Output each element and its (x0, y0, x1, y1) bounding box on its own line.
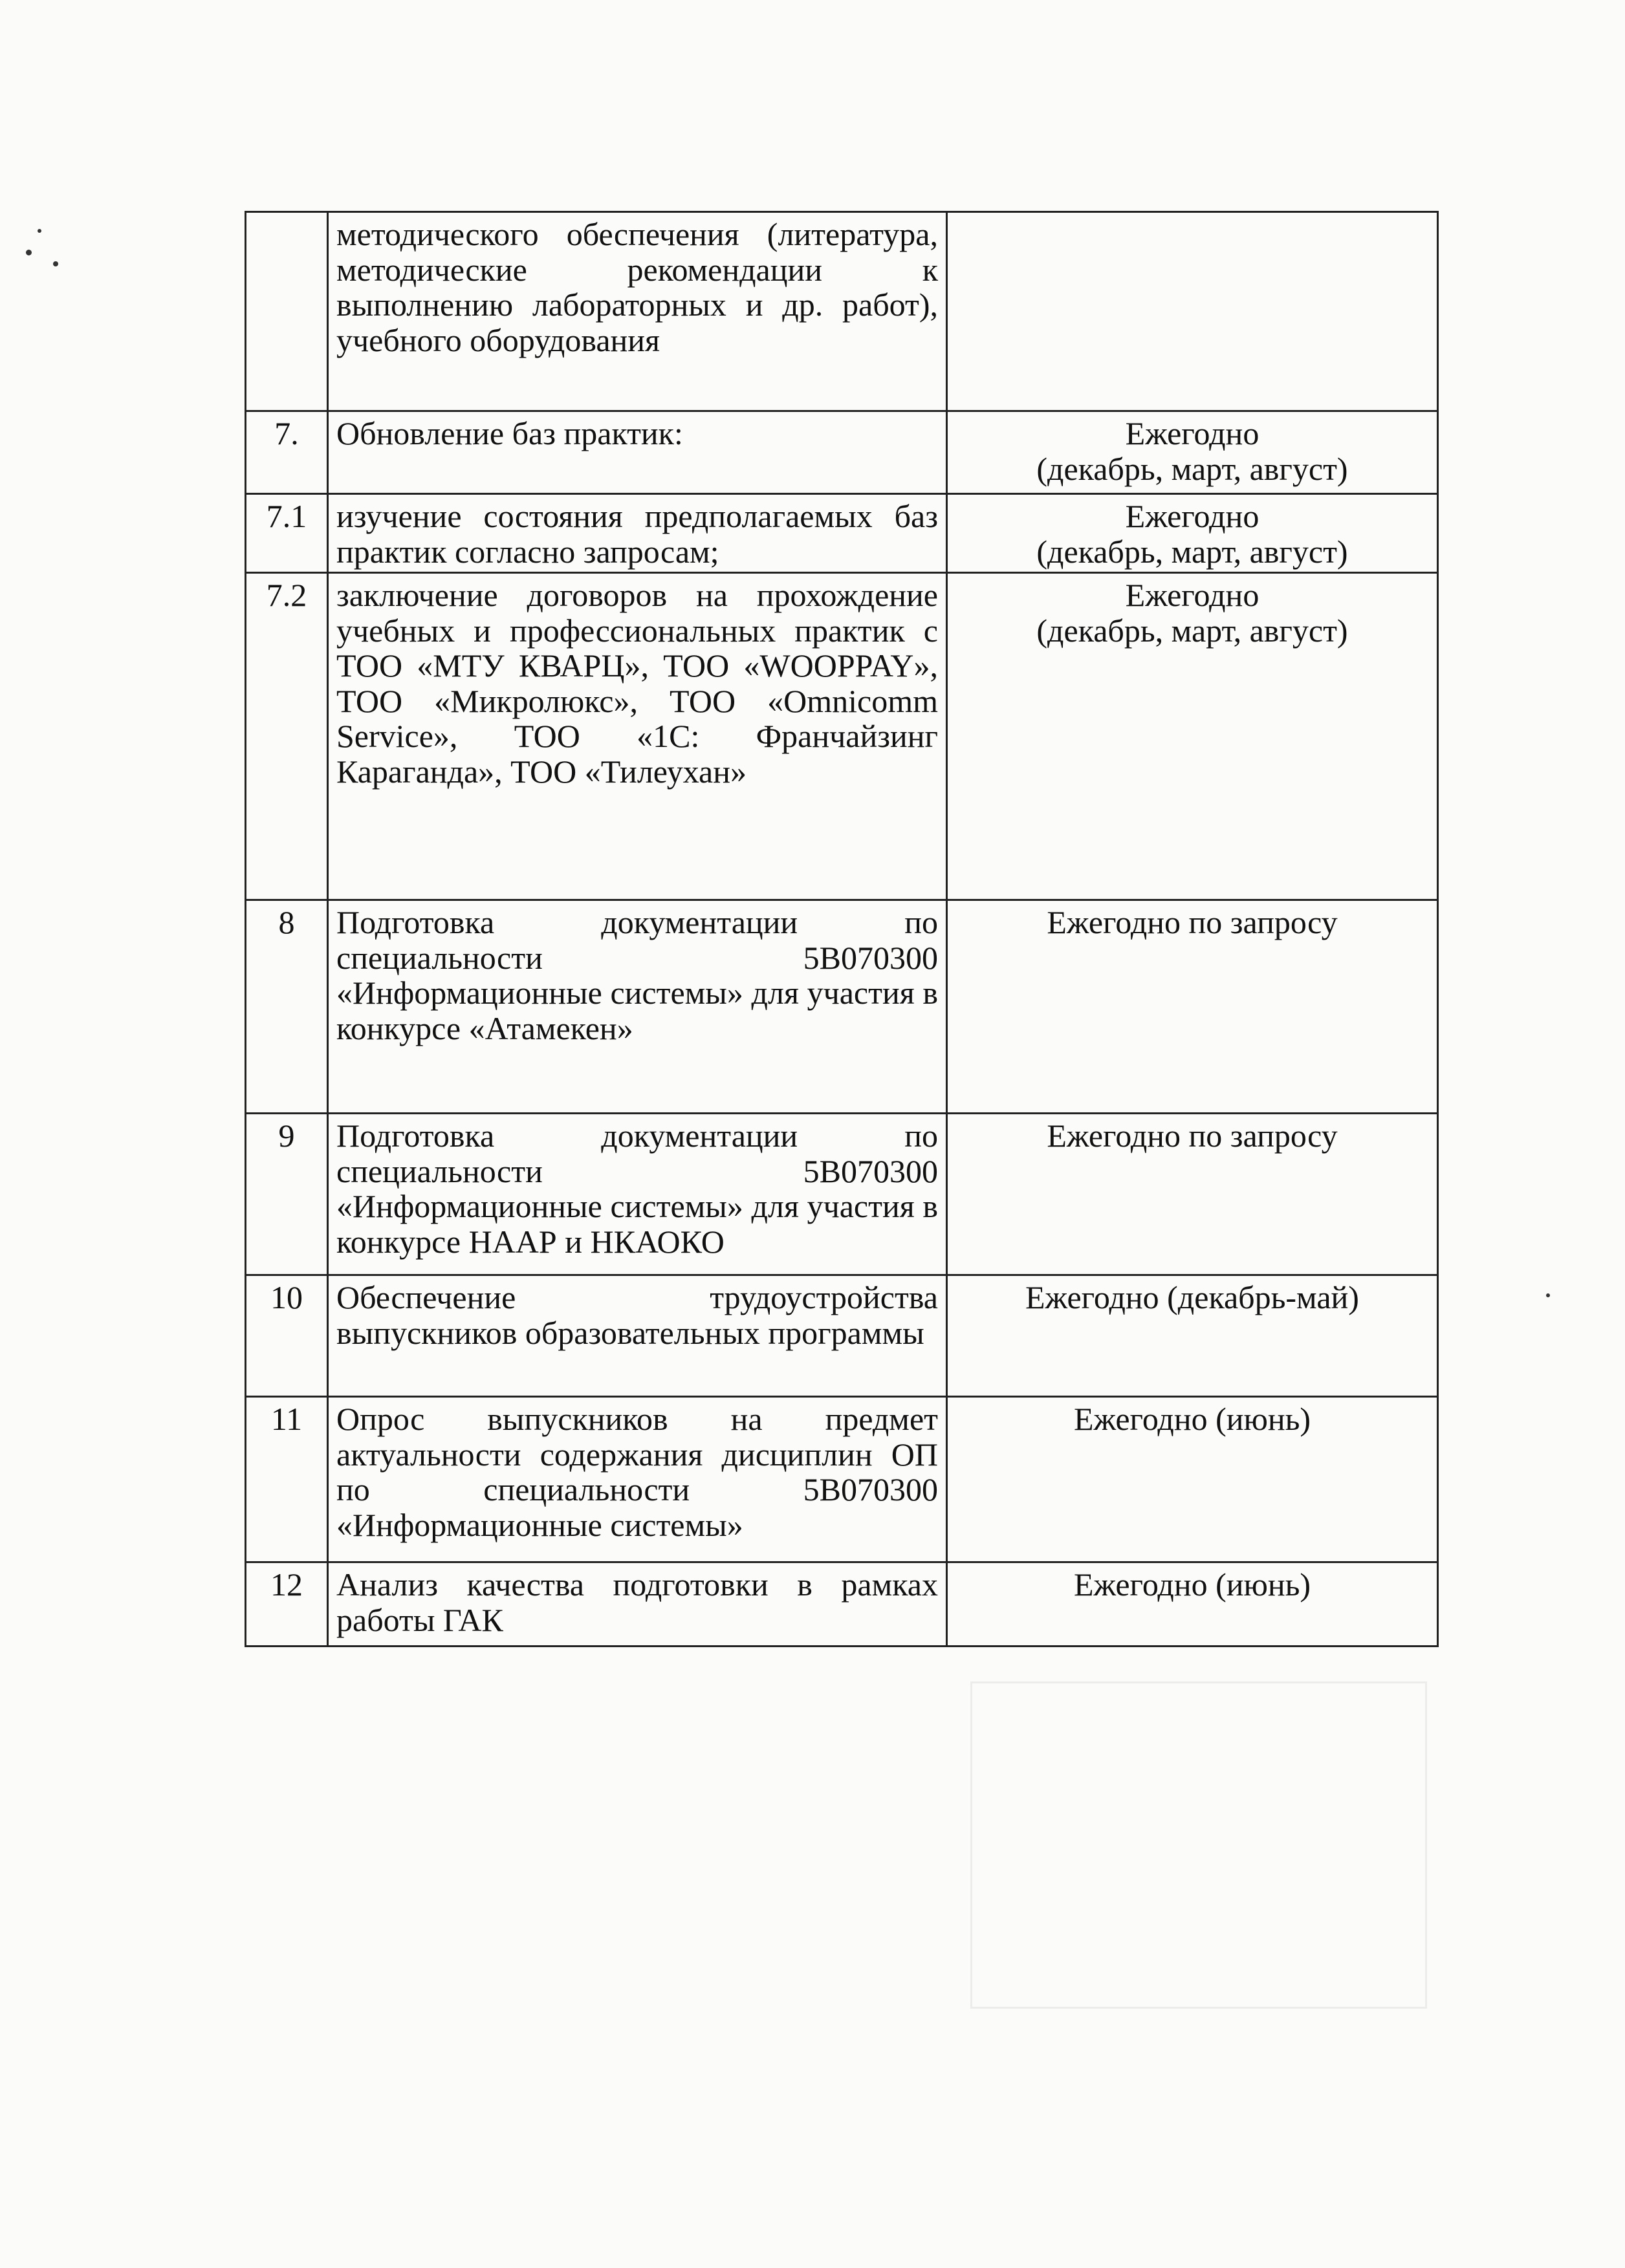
row-term: Ежегодно (июнь) (947, 1562, 1438, 1647)
table-row (246, 411, 1438, 494)
row-term: Ежегодно (декабрь-май) (947, 1275, 1438, 1397)
row-number: 7.1 (246, 494, 328, 573)
row-description: изучение состояния предполагаемых баз практик согласно запросам; (328, 494, 947, 573)
table-row (246, 573, 1438, 900)
row-number: 12 (246, 1562, 328, 1647)
row-description: Подготовка документации по специальности 5В070300 «Информационные системы» для участия в конкурсе НААР и НКАОКО (328, 1114, 947, 1275)
row-description: заключение договоров на прохождение учебных и профессиональных практик с ТОО «МТУ КВАРЦ», ТОО «WOOPPAY», ТОО «Микролюкс», ТОО «Omnicomm Service», ТОО «1С: Франчайзинг Караганда», ТОО «Тилеухан» (328, 573, 947, 900)
row-term: Ежегодно по запросу (947, 900, 1438, 1114)
row-term: Ежегодно (декабрь, март, август) (947, 573, 1438, 900)
table-row (246, 212, 1438, 411)
speck (26, 250, 32, 255)
row-description: методического обеспечения (литература, методические рекомендации к выполнению лабораторных и др. работ), учебного оборудования (328, 212, 947, 411)
row-number: 9 (246, 1114, 328, 1275)
row-term: Ежегодно (декабрь, март, август) (947, 494, 1438, 573)
table-row (246, 1562, 1438, 1647)
row-number (246, 212, 328, 411)
row-term: Ежегодно (декабрь, март, август) (947, 411, 1438, 494)
row-number: 8 (246, 900, 328, 1114)
row-term (947, 212, 1438, 411)
row-description: Опрос выпускников на предмет актуальности содержания дисциплин ОП по специальности 5В070300 «Информационные системы» (328, 1397, 947, 1562)
speck (53, 261, 58, 266)
speck (38, 229, 41, 233)
table-row (246, 1275, 1438, 1397)
row-term: Ежегодно (июнь) (947, 1397, 1438, 1562)
plan-table (245, 211, 1439, 1647)
table-row (246, 1114, 1438, 1275)
table-row (246, 1397, 1438, 1562)
row-number: 7.2 (246, 573, 328, 900)
row-number: 7. (246, 411, 328, 494)
row-number: 11 (246, 1397, 328, 1562)
table-row (246, 494, 1438, 573)
row-description: Анализ качества подготовки в рамках работы ГАК (328, 1562, 947, 1647)
table-row (246, 900, 1438, 1114)
row-term: Ежегодно по запросу (947, 1114, 1438, 1275)
row-number: 10 (246, 1275, 328, 1397)
row-description: Подготовка документации по специальности 5В070300 «Информационные системы» для участия в конкурсе «Атамекен» (328, 900, 947, 1114)
row-description: Обеспечение трудоустройства выпускников образовательных программы (328, 1275, 947, 1397)
row-description: Обновление баз практик: (328, 411, 947, 494)
show-through-shadow (970, 1681, 1427, 2009)
speck (1546, 1293, 1550, 1297)
